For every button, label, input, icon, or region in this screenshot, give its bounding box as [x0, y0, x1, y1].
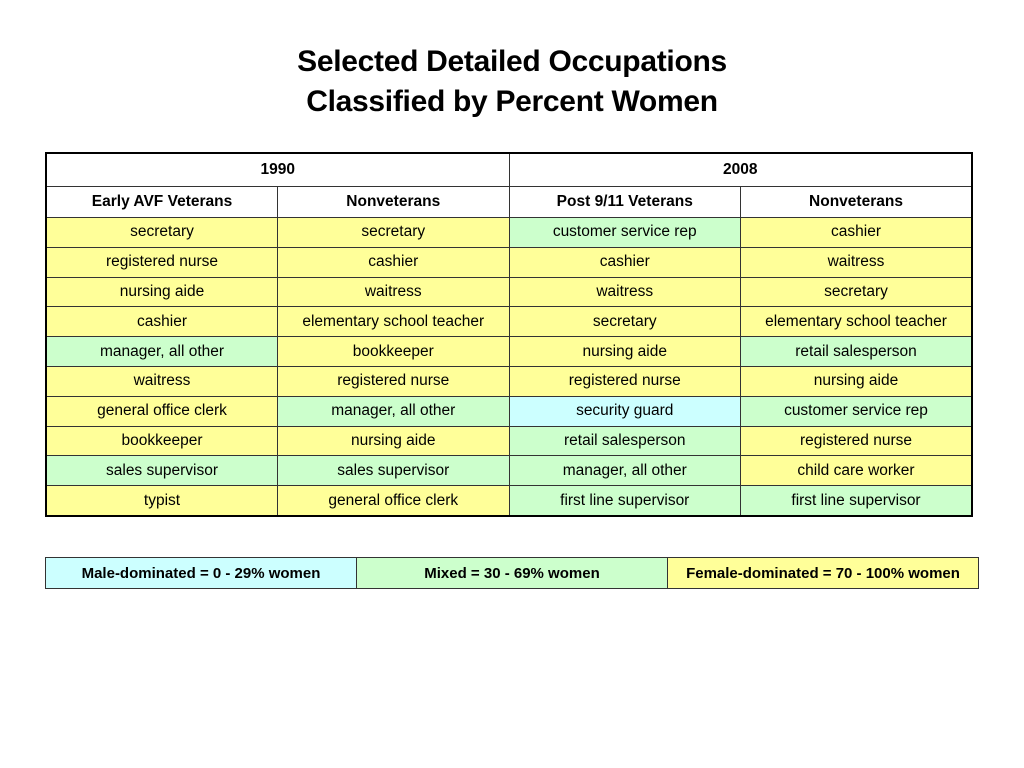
- occupation-cell: sales supervisor: [278, 456, 510, 486]
- table-row: [46, 307, 972, 337]
- occupation-cell: typist: [46, 486, 278, 516]
- column-header: Early AVF Veterans: [46, 187, 278, 218]
- occupation-cell: manager, all other: [509, 456, 741, 486]
- occupation-cell: bookkeeper: [278, 337, 510, 367]
- occupation-cell: nursing aide: [741, 366, 973, 396]
- occupation-cell: secretary: [46, 218, 278, 248]
- table-row: [46, 218, 972, 248]
- table-row: [46, 486, 972, 516]
- table-row: [46, 366, 972, 396]
- occupation-cell: manager, all other: [46, 337, 278, 367]
- occupation-cell: registered nurse: [278, 366, 510, 396]
- legend: [45, 557, 979, 589]
- column-header: Nonveterans: [278, 187, 510, 218]
- year-header-2008: 2008: [509, 153, 972, 187]
- occupation-cell: waitress: [46, 366, 278, 396]
- occupation-cell: secretary: [741, 277, 973, 307]
- year-header-row: [46, 153, 972, 187]
- title-line-1: Selected Detailed Occupations: [297, 45, 727, 78]
- occupation-cell: secretary: [278, 218, 510, 248]
- occupation-cell: general office clerk: [278, 486, 510, 516]
- table-row: [46, 337, 972, 367]
- occupation-cell: manager, all other: [278, 396, 510, 426]
- occupation-cell: retail salesperson: [741, 337, 973, 367]
- table-body: [46, 218, 972, 516]
- column-header-row: [46, 187, 972, 218]
- legend-female-dominated: Female-dominated = 70 - 100% women: [668, 558, 979, 589]
- occupation-cell: bookkeeper: [46, 426, 278, 456]
- occupation-cell: customer service rep: [741, 396, 973, 426]
- occupation-cell: first line supervisor: [741, 486, 973, 516]
- page-title: [0, 42, 1024, 122]
- title-line-2: Classified by Percent Women: [306, 85, 718, 118]
- occupation-cell: registered nurse: [741, 426, 973, 456]
- occupation-cell: cashier: [278, 247, 510, 277]
- occupation-cell: customer service rep: [509, 218, 741, 248]
- column-header: Nonveterans: [741, 187, 973, 218]
- occupation-cell: nursing aide: [509, 337, 741, 367]
- occupations-table: [45, 152, 973, 517]
- table-row: [46, 456, 972, 486]
- table-row: [46, 277, 972, 307]
- table-row: [46, 396, 972, 426]
- occupation-cell: cashier: [509, 247, 741, 277]
- occupation-cell: secretary: [509, 307, 741, 337]
- occupation-cell: general office clerk: [46, 396, 278, 426]
- occupation-cell: retail salesperson: [509, 426, 741, 456]
- occupation-cell: registered nurse: [509, 366, 741, 396]
- table-row: [46, 247, 972, 277]
- legend-row: [46, 558, 979, 589]
- occupation-cell: waitress: [741, 247, 973, 277]
- year-header-1990: 1990: [46, 153, 509, 187]
- occupation-cell: elementary school teacher: [741, 307, 973, 337]
- occupation-cell: child care worker: [741, 456, 973, 486]
- occupation-cell: waitress: [509, 277, 741, 307]
- occupation-cell: elementary school teacher: [278, 307, 510, 337]
- occupation-cell: first line supervisor: [509, 486, 741, 516]
- legend-male-dominated: Male-dominated = 0 - 29% women: [46, 558, 357, 589]
- occupation-cell: cashier: [741, 218, 973, 248]
- occupation-cell: sales supervisor: [46, 456, 278, 486]
- occupation-cell: security guard: [509, 396, 741, 426]
- column-header: Post 9/11 Veterans: [509, 187, 741, 218]
- occupation-cell: nursing aide: [278, 426, 510, 456]
- occupation-cell: cashier: [46, 307, 278, 337]
- legend-mixed: Mixed = 30 - 69% women: [357, 558, 668, 589]
- occupation-cell: registered nurse: [46, 247, 278, 277]
- occupation-cell: nursing aide: [46, 277, 278, 307]
- occupation-cell: waitress: [278, 277, 510, 307]
- table-row: [46, 426, 972, 456]
